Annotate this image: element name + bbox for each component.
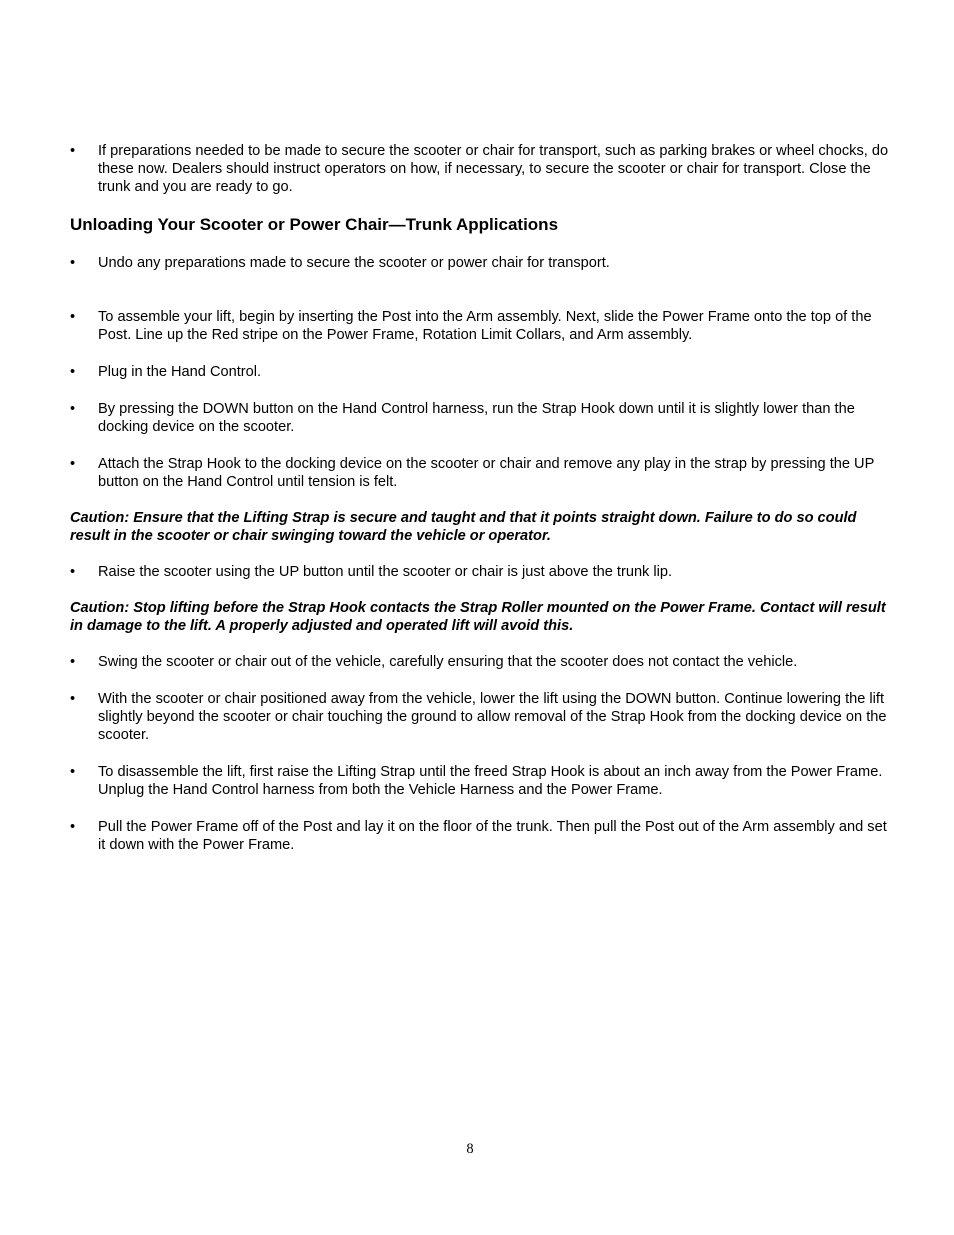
list-item	[70, 401, 890, 437]
bullet: •	[70, 819, 76, 835]
bullet: •	[70, 364, 76, 380]
list-item-text: Undo any preparations made to secure the scooter or power chair for transport.	[98, 255, 610, 271]
list-item-text: If preparations needed to be made to secure the scooter or chair for transport, such as parking brakes or wheel chocks, do these now. Dealers should instruct operators on how, if necessary, to secure the scooter or chair for transport. Close the trunk and you are ready to go.	[98, 143, 889, 195]
list-item-text: To assemble your lift, begin by inserting the Post into the Arm assembly. Next, slide the Power Frame onto the top of the Post. Line up the Red stripe on the Power Frame, Rotation Limit Collars, and Arm assembly.	[98, 309, 872, 343]
list-item-text: To disassemble the lift, first raise the Lifting Strap until the freed Strap Hook is about an inch away from the Power Frame. Unplug the Hand Control harness from both the Vehicle Harness and the Power Frame.	[98, 764, 883, 798]
list-item-text: By pressing the DOWN button on the Hand Control harness, run the Strap Hook down until it is slightly lower than the docking device on the scooter.	[98, 401, 855, 435]
page-number: 8	[466, 1141, 474, 1157]
caution-note: Caution: Ensure that the Lifting Strap is secure and taught and that it points straight down. Failure to do so could result in the scooter or chair swinging toward the vehicle or operator.	[70, 510, 857, 544]
list-item	[70, 309, 890, 345]
bullet: •	[70, 564, 76, 580]
list-item-text: Plug in the Hand Control.	[98, 364, 262, 380]
bullet: •	[70, 143, 76, 159]
bullet: •	[70, 255, 76, 271]
list-item	[70, 654, 890, 672]
section-heading: Unloading Your Scooter or Power Chair—Trunk Applications	[70, 215, 559, 234]
list-item	[70, 564, 890, 582]
list-item	[70, 764, 890, 800]
list-item	[70, 255, 890, 273]
bullet: •	[70, 764, 76, 780]
bullet: •	[70, 456, 76, 472]
list-item-text: Swing the scooter or chair out of the vehicle, carefully ensuring that the scooter does not contact the vehicle.	[98, 654, 798, 670]
list-item-text: With the scooter or chair positioned away from the vehicle, lower the lift using the DOWN button. Continue lowering the lift slightly beyond the scooter or chair touching the ground to allow removal of the Strap Hook from the docking device on the scooter.	[98, 691, 887, 743]
bullet: •	[70, 309, 76, 325]
bullet: •	[70, 401, 76, 417]
list-item	[70, 143, 890, 196]
list-item	[70, 819, 890, 855]
list-item-text: Pull the Power Frame off of the Post and lay it on the floor of the trunk. Then pull the Post out of the Arm assembly and set it down with the Power Frame.	[98, 819, 887, 853]
caution-note: Caution: Stop lifting before the Strap Hook contacts the Strap Roller mounted on the Power Frame. Contact will result in damage to the lift. A properly adjusted and operated lift will avoid this.	[70, 600, 886, 634]
list-item	[70, 456, 890, 492]
bullet: •	[70, 691, 76, 707]
list-item	[70, 364, 890, 382]
list-item-text: Raise the scooter using the UP button until the scooter or chair is just above the trunk lip.	[98, 564, 673, 580]
list-item	[70, 691, 890, 744]
list-item-text: Attach the Strap Hook to the docking device on the scooter or chair and remove any play in the strap by pressing the UP button on the Hand Control until tension is felt.	[98, 456, 875, 490]
bullet: •	[70, 654, 76, 670]
